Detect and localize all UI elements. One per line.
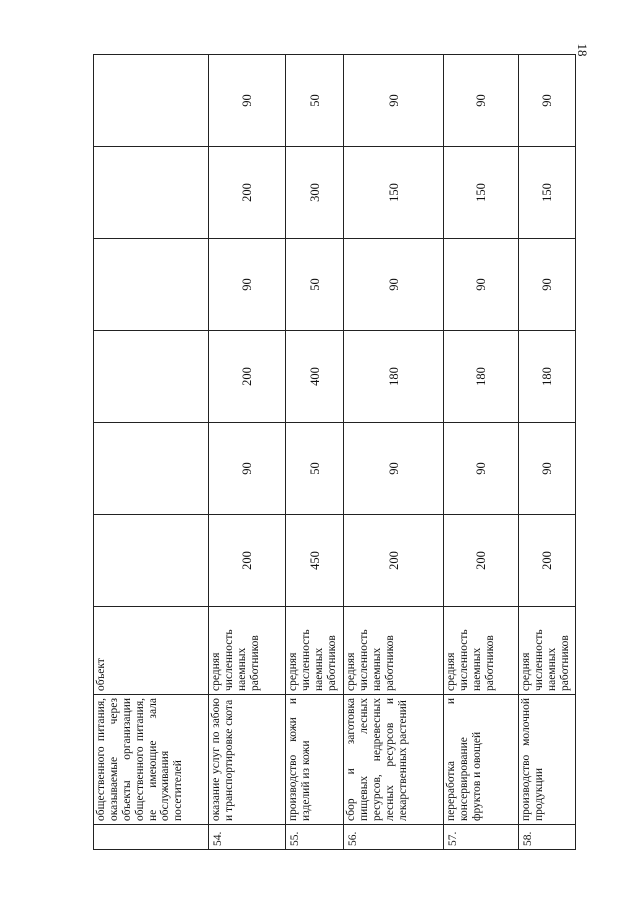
empty-cell <box>94 147 209 239</box>
value-cell: 50 <box>286 239 344 331</box>
value-cell: 180 <box>444 331 519 423</box>
value-cell: 150 <box>519 147 576 239</box>
value-cell: 50 <box>286 423 344 515</box>
value-cell: 90 <box>444 55 519 147</box>
value-cell: 200 <box>209 147 286 239</box>
value-cell: 180 <box>344 331 444 423</box>
value-cell: 200 <box>344 515 444 607</box>
row-number-cell <box>94 825 209 850</box>
activity-cell: производство молочной продукции <box>519 695 576 825</box>
value-cell: 300 <box>286 147 344 239</box>
criterion-cell: средняя численность наемных работников <box>209 607 286 695</box>
row-number-cell: 55. <box>286 825 344 850</box>
value-cell: 150 <box>444 147 519 239</box>
value-cell: 50 <box>286 55 344 147</box>
row-number-cell: 57. <box>444 825 519 850</box>
empty-cell <box>94 331 209 423</box>
empty-cell <box>94 515 209 607</box>
activity-cell: общественного питания, оказываемые через объекты организации общественного питания, не имеющие зала обслуживания посетителей <box>94 695 209 825</box>
table-row <box>286 55 344 850</box>
value-cell: 450 <box>286 515 344 607</box>
activity-cell: сбор и заготовка пищевых лесных ресурсов, недревесных лесных ресурсов и лекарственных растений <box>344 695 444 825</box>
value-cell: 90 <box>209 423 286 515</box>
empty-cell <box>94 55 209 147</box>
value-cell: 90 <box>344 55 444 147</box>
table-row-continuation <box>94 55 209 850</box>
value-cell: 200 <box>444 515 519 607</box>
value-cell: 200 <box>209 331 286 423</box>
value-cell: 200 <box>519 515 576 607</box>
value-cell: 90 <box>344 423 444 515</box>
criterion-cell: средняя численность наемных работников <box>519 607 576 695</box>
row-number-cell: 58. <box>519 825 576 850</box>
value-cell: 90 <box>344 239 444 331</box>
value-cell: 90 <box>444 423 519 515</box>
criterion-cell: средняя численность наемных работников <box>344 607 444 695</box>
value-cell: 90 <box>209 239 286 331</box>
page-number: 18 <box>575 43 590 57</box>
table-row <box>519 55 576 850</box>
value-cell: 90 <box>519 239 576 331</box>
empty-cell <box>94 423 209 515</box>
value-cell: 200 <box>209 515 286 607</box>
row-number-cell: 56. <box>344 825 444 850</box>
value-cell: 90 <box>444 239 519 331</box>
criterion-cell: средняя численность наемных работников <box>286 607 344 695</box>
rotated-table-container <box>93 55 575 850</box>
value-cell: 180 <box>519 331 576 423</box>
criterion-cell: объект <box>94 607 209 695</box>
row-number-cell: 54. <box>209 825 286 850</box>
value-cell: 90 <box>209 55 286 147</box>
activity-cell: переработка и консервирование фруктов и овощей <box>444 695 519 825</box>
value-cell: 90 <box>519 423 576 515</box>
table-row <box>444 55 519 850</box>
activity-cell: оказание услуг по забою и транспортировке скота <box>209 695 286 825</box>
value-cell: 150 <box>344 147 444 239</box>
regulation-table <box>93 54 576 850</box>
value-cell: 90 <box>519 55 576 147</box>
table-row <box>344 55 444 850</box>
value-cell: 400 <box>286 331 344 423</box>
activity-cell: производство кожи и изделий из кожи <box>286 695 344 825</box>
criterion-cell: средняя численность наемных работников <box>444 607 519 695</box>
table-row <box>209 55 286 850</box>
empty-cell <box>94 239 209 331</box>
